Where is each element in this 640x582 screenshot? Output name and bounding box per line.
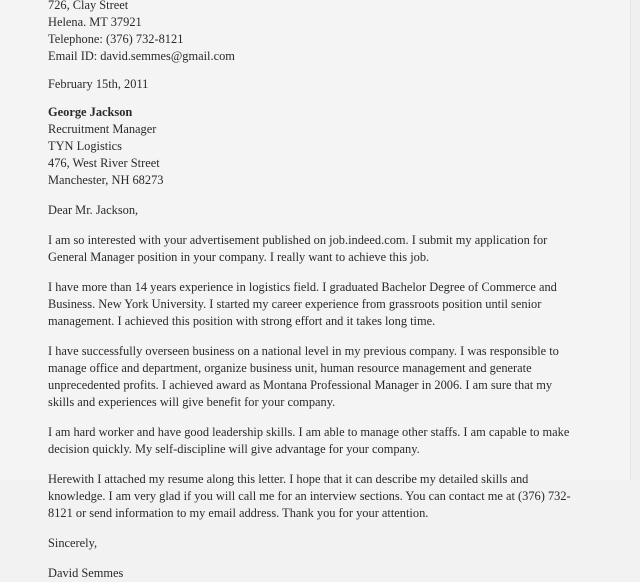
page-edge-line	[630, 0, 631, 480]
salutation: Dear Mr. Jackson,	[48, 203, 139, 217]
body-paragraph: Herewith I attached my resume along this letter. I hope that it can describe my detailed skills and knowledge. I am very glad if you will call me for an interview sections. You can contact me at (376) 732-8121 or send information to my email address. Thank you for your attention.	[48, 472, 571, 520]
sender-city-state-zip: Helena. MT 37921	[48, 15, 142, 29]
body-paragraph: I have successfully overseen business on a national level in my previous company. I was responsible to manage office and department, organize business unit, human resource management and generate unprecedented profits. I achieved award as Montana Professional Manager in 2006. I am sure that my skills and experiences will give benefit for your company.	[48, 344, 559, 409]
sender-address-block	[48, 0, 580, 65]
recipient-street: 476, West River Street	[48, 156, 160, 170]
sender-email: Email ID: david.semmes@gmail.com	[48, 49, 235, 63]
sender-telephone: Telephone: (376) 732-8121	[48, 32, 184, 46]
signature-name: David Semmes	[48, 566, 124, 580]
recipient-city-state-zip: Manchester, NH 68273	[48, 173, 164, 187]
recipient-address-block	[48, 104, 580, 189]
body-paragraph: I am so interested with your advertisement published on job.indeed.com. I submit my application for General Manager position in your company. I really want to achieve this job.	[48, 233, 548, 264]
spacer-after-sender	[48, 65, 580, 76]
closing-salutation: Sincerely,	[48, 536, 98, 550]
spacer-after-recipient	[48, 189, 580, 202]
body-paragraph: I am hard worker and have good leadership skills. I am able to manage other staffs. I am capable to make decision quickly. My self-discipline will give advantage for your company.	[48, 425, 570, 456]
spacer-after-salutation	[48, 219, 580, 232]
sender-street: 726, Clay Street	[48, 0, 129, 12]
page-right-gutter	[631, 0, 640, 480]
recipient-company: TYN Logistics	[48, 139, 122, 153]
spacer-after-date	[48, 93, 580, 104]
recipient-name: George Jackson	[48, 105, 133, 119]
letter-date: February 15th, 2011	[48, 77, 149, 91]
body-paragraph: I have more than 14 years experience in logistics field. I graduated Bachelor Degree of Commerce and Business. New York University. I started my career experience from grassroots position until senior management. I achieved this position with strong effort and it takes long time.	[48, 280, 557, 328]
recipient-title: Recruitment Manager	[48, 122, 157, 136]
spacer-signature	[48, 552, 580, 565]
letter-body	[48, 0, 580, 582]
